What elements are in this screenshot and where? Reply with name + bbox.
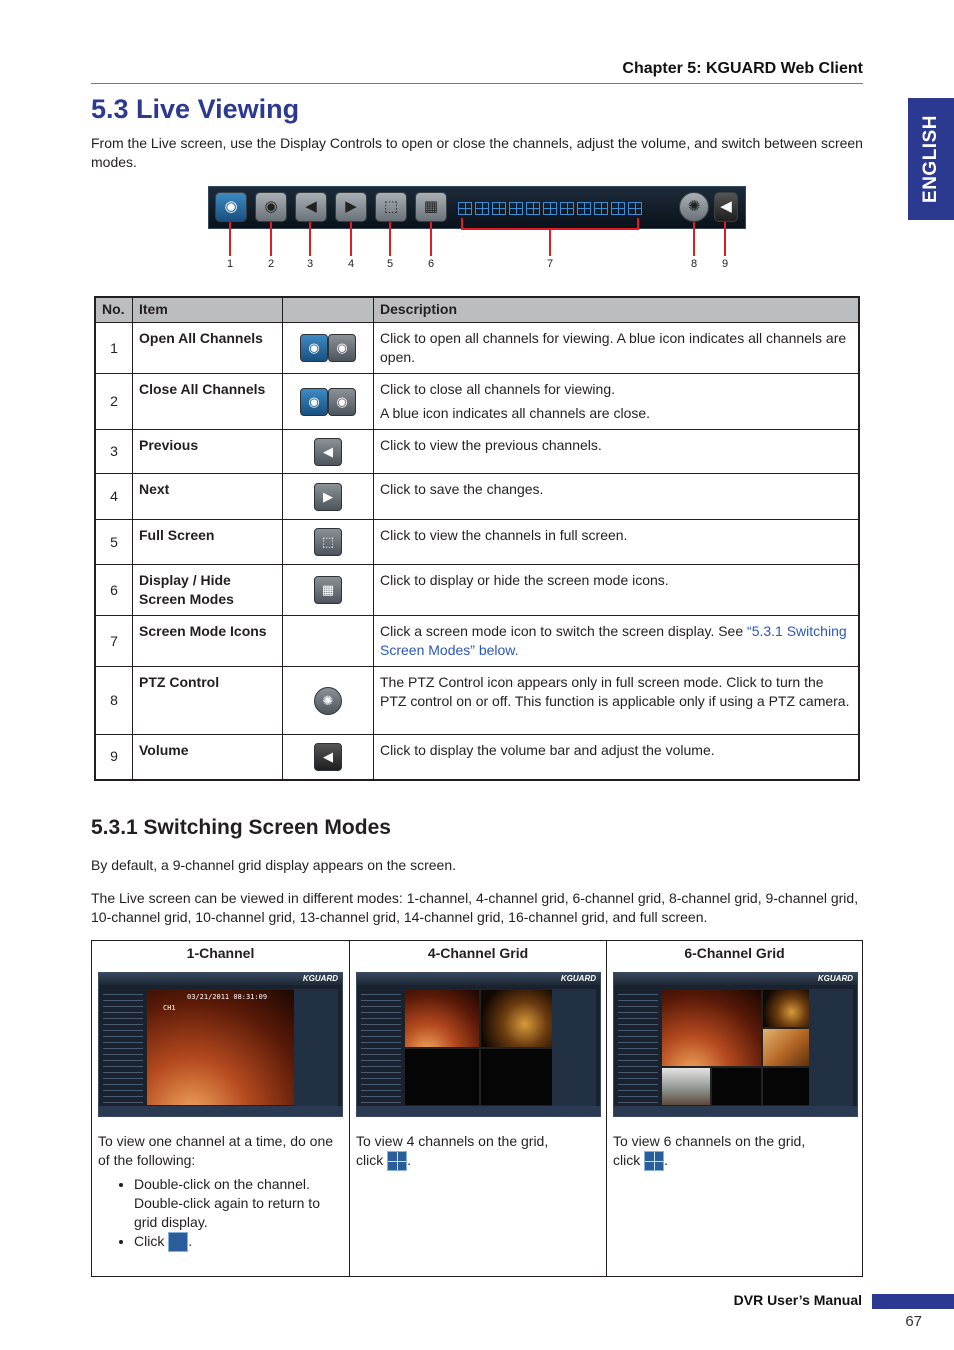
kguard-logo: KGUARD — [560, 974, 596, 983]
mode-13-icon — [577, 202, 591, 215]
screenshot-bottombar — [614, 1106, 857, 1116]
channel-view — [480, 989, 555, 1048]
mode-description-text: To view 4 channels on the grid, — [356, 1133, 549, 1149]
subsection-paragraph: The Live screen can be viewed in different modes: 1-channel, 4-channel grid, 6-channel grid, 8-channel grid, 9-channel grid, 10-channel grid, 10-channel grid, 13-channel grid, 14-channel grid, 16-channel grid, and full screen. — [91, 890, 859, 925]
cross-reference-link[interactable]: “5.3.1 Switching Screen Modes” below. — [380, 623, 847, 658]
channel-view — [661, 989, 762, 1067]
row-no: 6 — [95, 565, 133, 616]
mode-description — [613, 1132, 853, 1171]
next-icon: ▶ — [314, 483, 342, 511]
screenshot-6-channel — [613, 972, 858, 1117]
screenshot-video-area — [661, 989, 812, 1106]
kguard-logo: KGUARD — [302, 974, 338, 983]
chapter-header: Chapter 5: KGUARD Web Client — [622, 60, 863, 77]
row-description: Click to view the previous channels. — [374, 430, 860, 474]
row-no: 5 — [95, 520, 133, 565]
screenshot-video-area — [146, 989, 297, 1106]
callout-number: 6 — [427, 258, 435, 270]
callout-number: 4 — [347, 258, 355, 270]
row-no: 7 — [95, 616, 133, 667]
footer-manual-title: DVR User’s Manual — [733, 1292, 862, 1308]
row-item: Full Screen — [133, 520, 283, 565]
camera-minus-icon: ◉ — [255, 192, 287, 222]
row-description: Click to display or hide the screen mode icons. — [374, 565, 860, 616]
channel-view — [404, 989, 480, 1048]
fullscreen-icon: ⬚ — [314, 528, 342, 556]
mode-description — [98, 1132, 338, 1252]
row-icon-cell — [283, 735, 374, 780]
section-title: 5.3 Live Viewing — [91, 94, 300, 124]
table-row — [95, 520, 859, 565]
row-description-line: A blue icon indicates all channels are close. — [380, 405, 651, 421]
channel-view — [661, 1067, 711, 1106]
screenshot-channel-list — [103, 989, 143, 1107]
bullet-item — [134, 1232, 338, 1252]
kguard-logo: KGUARD — [817, 974, 853, 983]
mode-title: 1-Channel — [186, 945, 255, 961]
callout-line-4 — [350, 222, 352, 256]
table-row — [95, 474, 859, 520]
screenshot-1-channel — [98, 972, 343, 1117]
mode-6-icon — [492, 202, 506, 215]
row-item: Close All Channels — [133, 374, 283, 430]
subsection-paragraph: By default, a 9-channel grid display appears on the screen. — [91, 857, 457, 873]
single-channel-mode-icon — [168, 1232, 188, 1252]
callout-number: 2 — [267, 258, 275, 270]
open-all-channels-icon: ◉ — [300, 334, 328, 362]
mode-description-text — [356, 1151, 596, 1171]
table-row — [95, 565, 859, 616]
channel-view — [762, 1067, 812, 1106]
previous-icon: ◀ — [314, 438, 342, 466]
mode-bullets — [98, 1175, 338, 1252]
footer-accent-bar — [872, 1294, 954, 1309]
header-icon — [283, 297, 374, 323]
row-icon-cell — [283, 474, 374, 520]
next-icon: ▶ — [335, 192, 367, 222]
row-item: Display / Hide Screen Modes — [133, 565, 283, 616]
screenshot-control-panel — [294, 989, 338, 1107]
row-description: The PTZ Control icon appears only in full screen mode. Click to turn the PTZ control on or off. This function is applicable only if using a PTZ camera. — [374, 667, 860, 735]
mode-column-6-channel — [606, 941, 862, 1276]
section-intro: From the Live screen, use the Display Controls to open or close the channels, adjust the volume, and switch between screen modes. — [91, 135, 863, 170]
callout-line-9 — [724, 222, 726, 256]
screenshot-channel-list — [618, 989, 658, 1107]
row-icon-cell — [283, 430, 374, 474]
mode-column-4-channel — [349, 941, 606, 1276]
row-description: Click to display the volume bar and adjust the volume. — [374, 735, 860, 780]
mode-9-icon — [526, 202, 540, 215]
mode-text-click: click — [356, 1152, 384, 1168]
callout-line-1 — [229, 222, 231, 256]
mode-fullscreen-icon — [628, 202, 642, 215]
row-description — [374, 616, 860, 667]
mode-10b-icon — [560, 202, 574, 215]
language-tab-label: ENGLISH — [920, 115, 941, 203]
callout-number: 8 — [690, 258, 698, 270]
mode-text-suffix: . — [664, 1152, 669, 1168]
close-all-channels-icon: ◉ — [328, 334, 356, 362]
table-row — [95, 616, 859, 667]
screen-modes-icon: ▦ — [415, 192, 447, 222]
header-item: Item — [133, 297, 283, 323]
mode-text-click: click — [613, 1152, 641, 1168]
bullet-item: • Double-click on the channel. Double-click again to return to grid display. — [134, 1175, 338, 1232]
callout-number: 5 — [386, 258, 394, 270]
screenshot-video-area — [404, 989, 555, 1106]
screenshot-control-panel — [552, 989, 596, 1107]
volume-icon: ◀ — [314, 743, 342, 771]
screenshot-control-panel — [809, 989, 853, 1107]
mode-4-icon — [475, 202, 489, 215]
mode-10-icon — [543, 202, 557, 215]
camera-plus-icon: ◉ — [215, 192, 247, 222]
callout-line-8 — [693, 222, 695, 256]
callout-number: 3 — [306, 258, 314, 270]
osd-channel: CH1 — [163, 1004, 176, 1012]
row-description: Click to open all channels for viewing. A blue icon indicates all channels are open. — [374, 323, 860, 374]
callout-line-6 — [430, 222, 432, 256]
screen-modes-table — [91, 940, 863, 1277]
row-no: 1 — [95, 323, 133, 374]
mode-description-text: To view 6 channels on the grid, — [613, 1133, 806, 1149]
row-description-line: Click to close all channels for viewing. — [380, 381, 615, 397]
bullet-text: . — [188, 1233, 193, 1249]
table-row — [95, 667, 859, 735]
callout-line-5 — [389, 222, 391, 256]
mode-title: 4-Channel Grid — [427, 945, 529, 961]
row-no: 8 — [95, 667, 133, 735]
channel-view — [146, 989, 297, 1106]
mode-description — [356, 1132, 596, 1171]
mode-8-icon — [509, 202, 523, 215]
channel-view — [711, 1067, 762, 1106]
table-row — [95, 374, 859, 430]
table-row — [95, 430, 859, 474]
mode-title: 6-Channel Grid — [684, 945, 785, 961]
channel-view — [404, 1048, 480, 1106]
row-no: 9 — [95, 735, 133, 780]
row-item: Open All Channels — [133, 323, 283, 374]
channel-view — [480, 1048, 555, 1106]
mode-1-icon — [458, 202, 472, 215]
open-all-channels-icon: ◉ — [300, 388, 328, 416]
four-channel-mode-icon — [387, 1151, 407, 1171]
header-no: No. — [95, 297, 133, 323]
previous-icon: ◀ — [295, 192, 327, 222]
callout-number: 1 — [226, 258, 234, 270]
row-icon-cell — [283, 323, 374, 374]
row-item: Volume — [133, 735, 283, 780]
row-description: Click to save the changes. — [374, 474, 860, 520]
row-icon-cell — [283, 520, 374, 565]
callout-number: 9 — [721, 258, 729, 270]
mode-column-1-channel — [92, 941, 349, 1276]
callout-bracket-7 — [461, 218, 639, 230]
row-description: Click to view the channels in full screen. — [374, 520, 860, 565]
row-no: 2 — [95, 374, 133, 430]
callout-line-2 — [270, 222, 272, 256]
mode-14-icon — [594, 202, 608, 215]
close-all-channels-icon: ◉ — [328, 388, 356, 416]
callout-number: 7 — [546, 258, 554, 270]
row-icon-cell — [283, 667, 374, 735]
mode-text-suffix: . — [407, 1152, 412, 1168]
page-number: 67 — [905, 1313, 922, 1330]
row-no: 3 — [95, 430, 133, 474]
mode-description-text: To view one channel at a time, do one of the following: — [98, 1133, 334, 1168]
ptz-icon: ✺ — [679, 192, 709, 222]
display-controls-table — [94, 296, 860, 781]
subsection-title: 5.3.1 Switching Screen Modes — [91, 816, 391, 839]
row-icon-cell — [283, 374, 374, 430]
header-description: Description — [374, 297, 860, 323]
row-item: Next — [133, 474, 283, 520]
volume-icon: ◀ — [714, 192, 738, 222]
table-row — [95, 735, 859, 780]
callout-line-3 — [309, 222, 311, 256]
callout-line-7 — [549, 230, 551, 256]
screenshot-bottombar — [357, 1106, 600, 1116]
row-icon-cell — [283, 565, 374, 616]
header-rule — [91, 83, 863, 84]
table-row — [95, 323, 859, 374]
row-no: 4 — [95, 474, 133, 520]
osd-date: 03/21/2011 08:31:09 — [187, 993, 268, 1001]
row-item: PTZ Control — [133, 667, 283, 735]
mode-16-icon — [611, 202, 625, 215]
bullet-text: Click — [134, 1233, 165, 1249]
table-header-row — [95, 297, 859, 323]
screenshot-4-channel — [356, 972, 601, 1117]
channel-view — [762, 1028, 812, 1067]
fullscreen-icon: ⬚ — [375, 192, 407, 222]
mode-description-text — [613, 1151, 853, 1171]
screen-modes-icon: ▦ — [314, 576, 342, 604]
row-item: Previous — [133, 430, 283, 474]
row-icon-cell — [283, 616, 374, 667]
ptz-icon: ✺ — [314, 687, 342, 715]
row-item: Screen Mode Icons — [133, 616, 283, 667]
channel-view — [762, 989, 812, 1028]
screenshot-bottombar — [99, 1106, 342, 1116]
row-description — [374, 374, 860, 430]
screenshot-channel-list — [361, 989, 401, 1107]
six-channel-mode-icon — [644, 1151, 664, 1171]
row-description-text: Click a screen mode icon to switch the screen display. See — [380, 623, 748, 639]
language-tab — [908, 98, 954, 220]
